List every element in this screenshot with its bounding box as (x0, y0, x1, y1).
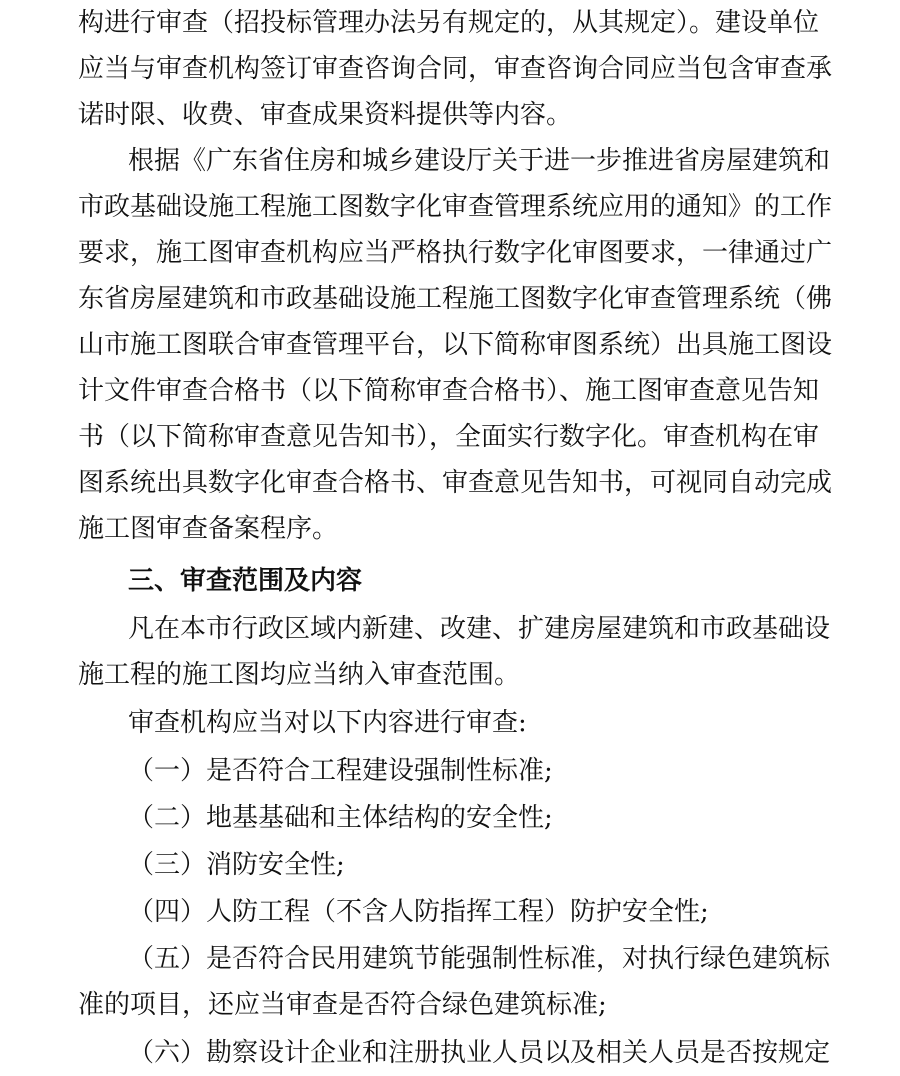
list-item: （五）是否符合民用建筑节能强制性标准，对执行绿色建筑标 (128, 944, 831, 974)
text-line: 审查机构应当对以下内容进行审查: (128, 708, 527, 738)
text-line: 书（以下简称审查意见告知书），全面实行数字化。审查机构在审 (78, 422, 820, 452)
text-line: 市政基础设施工程施工图数字化审查管理系统应用的通知》的工作 (78, 192, 833, 222)
list-item: （四）人防工程（不含人防指挥工程）防护安全性; (128, 897, 709, 927)
text-line: 构进行审查（招投标管理办法另有规定的，从其规定）。建设单位 (78, 8, 820, 38)
text-line: 计文件审查合格书（以下简称审查合格书）、施工图审查意见告知 (78, 376, 820, 406)
text-line: 应当与审查机构签订审查咨询合同，审查咨询合同应当包含审查承 (78, 54, 833, 84)
text-line: 诺时限、收费、审查成果资料提供等内容。 (78, 100, 573, 130)
list-item: （六）勘察设计企业和注册执业人员以及相关人员是否按规定 (128, 1038, 831, 1068)
text-line: 山市施工图联合审查管理平台，以下简称审图系统）出具施工图设 (78, 330, 833, 360)
text-line: 施工程的施工图均应当纳入审查范围。 (78, 660, 521, 690)
list-item: （二）地基基础和主体结构的安全性; (128, 803, 553, 833)
text-line: 施工图审查备案程序。 (78, 514, 339, 544)
list-item: （三）消防安全性; (128, 850, 345, 880)
text-line: 凡在本市行政区域内新建、改建、扩建房屋建筑和市政基础设 (128, 614, 831, 644)
text-line: 东省房屋建筑和市政基础设施工程施工图数字化审查管理系统（佛 (78, 284, 833, 314)
text-line: 图系统出具数字化审查合格书、审查意见告知书，可视同自动完成 (78, 468, 833, 498)
text-line: 要求，施工图审查机构应当严格执行数字化审图要求，一律通过广 (78, 238, 833, 268)
section-heading: 三、审查范围及内容 (128, 566, 363, 596)
list-item: 准的项目，还应当审查是否符合绿色建筑标准; (78, 990, 607, 1020)
list-item: （一）是否符合工程建设强制性标准; (128, 756, 553, 786)
text-line: 根据《广东省住房和城乡建设厅关于进一步推进省房屋建筑和 (128, 146, 831, 176)
